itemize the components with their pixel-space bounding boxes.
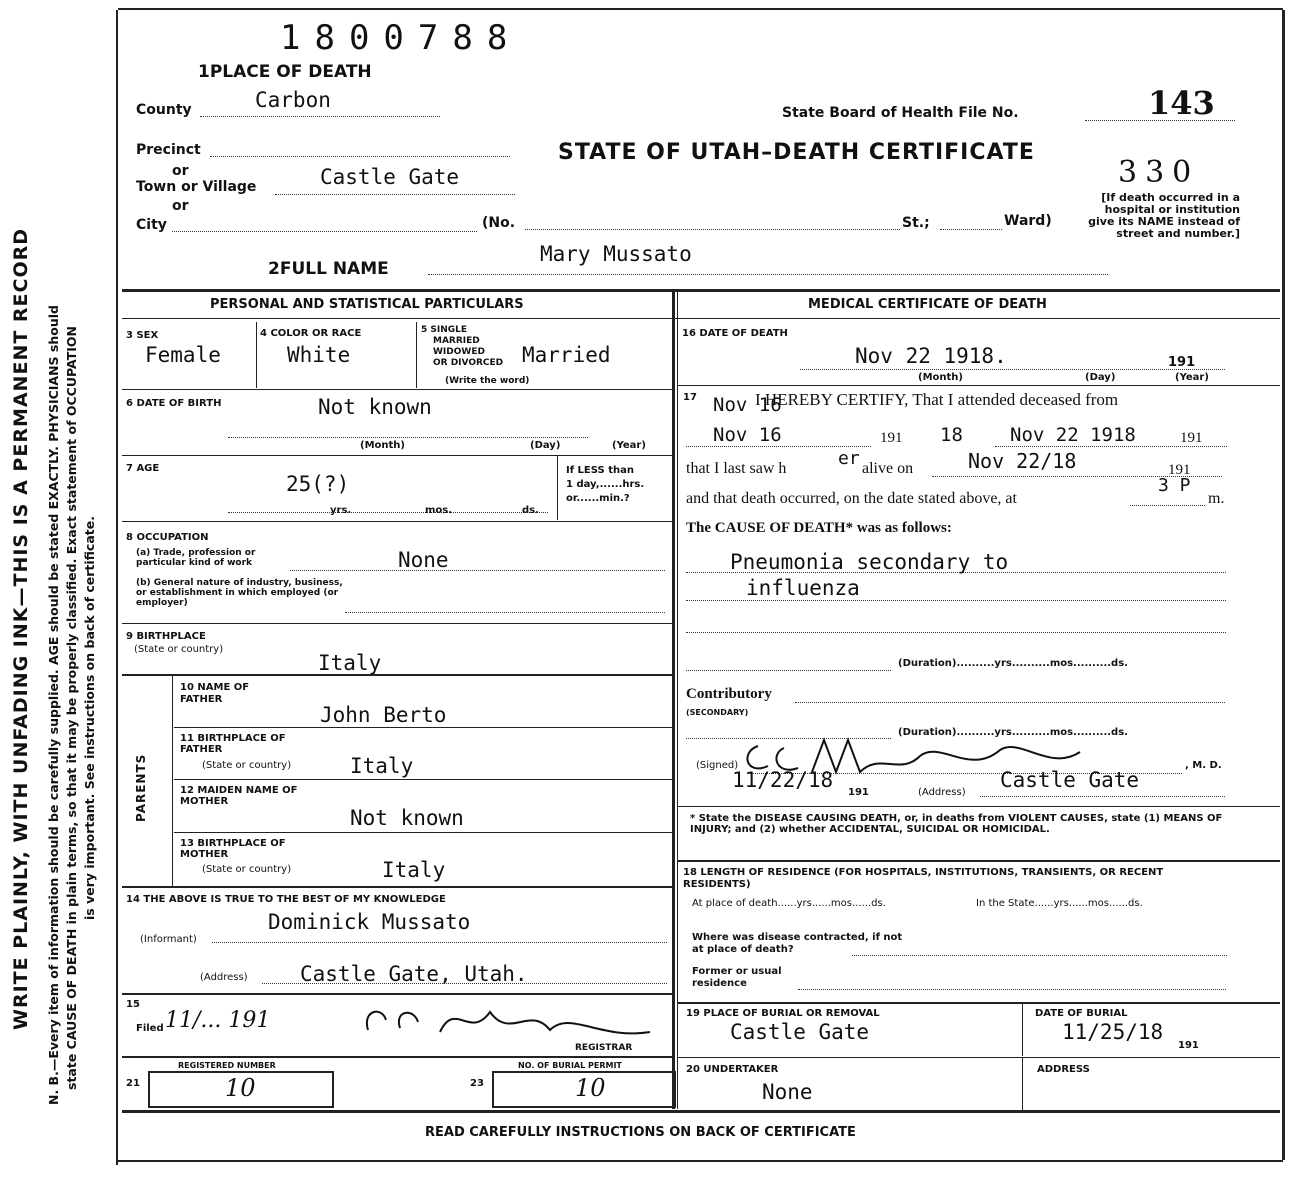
town-value: Castle Gate [320,165,460,189]
last-saw-her: er [838,448,860,469]
local-number: 330 [1118,155,1200,190]
informant-label: (Informant) [140,934,197,945]
dob-day-label: (Day) [530,440,561,451]
registered-number-value: 10 [225,1074,256,1102]
town-label: Town or Village [136,179,257,195]
burial-year: 191 [1178,1040,1199,1051]
informant-address-value: Castle Gate, Utah. [300,962,528,986]
registered-number-label: REGISTERED NUMBER [178,1061,276,1070]
dod-month-label: (Month) [918,372,963,383]
occupation-label: 8 OCCUPATION [126,532,209,543]
mother-birthplace-label: 13 BIRTHPLACE OF MOTHER [180,838,286,860]
dod-year-prefix: 191 [1168,355,1196,370]
ward-label: Ward) [1004,213,1052,229]
place-of-death-heading: 1PLACE OF DEATH [198,62,372,82]
signed-address-label: (Address) [918,787,966,798]
father-birthplace-label: 11 BIRTHPLACE OF FATHER [180,733,286,755]
certificate-number: 1800788 [280,18,522,58]
birthplace-label: 9 BIRTHPLACE [126,631,206,642]
dob-value: Not known [318,395,432,419]
file-number-value: 143 [1148,84,1215,122]
sex-value: Female [145,343,221,367]
filed-date: 11/... 191 [165,1008,271,1033]
last-saw-label: that I last saw h [686,460,787,477]
personal-heading: PERSONAL AND STATISTICAL PARTICULARS [210,297,524,312]
dod-label: 16 DATE OF DEATH [682,328,788,339]
filed-label: Filed [136,1023,164,1034]
mother-birthplace-value: Italy [382,858,446,882]
informant-address-label: (Address) [200,972,248,983]
last-saw-date: Nov 22/18 [968,449,1077,473]
death-occurred-label: and that death occurred, on the date stated above, at [686,490,1017,507]
marital-value: Married [522,343,611,367]
footer-instructions: READ CAREFULLY INSTRUCTIONS ON BACK OF CERTIFICATE [425,1125,856,1140]
registrar-signature [360,1000,660,1045]
filed-number: 15 [126,999,140,1010]
registrar-label: REGISTRAR [575,1043,633,1053]
death-time-m: m. [1208,490,1225,507]
age-label: 7 AGE [126,463,160,474]
side-note-line3: is very important. See instructions on back of certificate. [82,516,97,920]
birthplace-sub-label: (State or country) [134,644,224,655]
burial-place-label: 19 PLACE OF BURIAL OR REMOVAL [686,1008,880,1019]
signed-label: (Signed) [696,760,739,771]
hospital-note: [If death occurred in a hospital or institution give its NAME instead of street and number.] [1088,191,1240,240]
dod-year-label: (Year) [1175,372,1209,383]
sex-label: 3 SEX [126,330,159,341]
marital-options: 5 SINGLE MARRIED WIDOWED OR DIVORCED [421,325,504,368]
parents-label: PARENTS [134,753,148,822]
side-note-line1: N. B.—Every item of information should be carefully supplied. AGE should be stated EXACTLY. PHYSICIANS should [46,305,61,1105]
true-statement-label: 14 THE ABOVE IS TRUE TO THE BEST OF MY KNOWLEDGE [126,894,446,905]
certificate-title: STATE OF UTAH–DEATH CERTIFICATE [558,140,1035,165]
or-label-1: or [172,163,189,179]
county-label: County [136,102,192,118]
md-label: , M. D. [1185,760,1222,771]
side-note-line2: state CAUSE OF DEATH in plain terms, so that it may be properly classified. Exact statement of OCCUPATION [64,326,79,1090]
death-time: 3 P [1158,475,1191,496]
city-label: City [136,217,167,233]
age-mos-label: mos. [425,505,453,516]
certify-text: I HEREBY CERTIFY, That I attended deceased from [755,390,1119,409]
occupation-value: None [398,548,449,572]
residence-at-place: At place of death......yrs......mos......ds. [692,898,886,909]
father-birthplace-value: Italy [350,754,414,778]
age-value: 25(?) [286,472,350,496]
medical-heading: MEDICAL CERTIFICATE OF DEATH [808,297,1047,312]
attended-from-year-prefix: 191 [880,430,903,446]
contributory-label: Contributory [686,686,772,702]
father-name-value: John Berto [320,703,447,727]
reg-21: 21 [126,1078,140,1089]
signed-year: 191 [848,787,869,798]
burial-permit-label: NO. OF BURIAL PERMIT [518,1061,622,1070]
precinct-label: Precinct [136,142,201,158]
secondary-label: (SECONDARY) [686,708,749,717]
occupation-a-label: (a) Trade, profession or particular kind of work [136,548,256,568]
age-ds-label: ds. [522,505,539,516]
age-yrs-label: yrs. [330,505,352,516]
contracted-label: Where was disease contracted, if not at place of death? [692,932,903,955]
permanent-record-note: WRITE PLAINLY, WITH UNFADING INK—THIS IS A PERMANENT RECORD [10,227,32,1030]
burial-date-label: DATE OF BURIAL [1035,1008,1128,1019]
cause-label: The CAUSE OF DEATH* was as follows: [686,520,952,536]
contributory-duration: (Duration)..........yrs..........mos..........ds. [898,727,1128,738]
occupation-b-label: (b) General nature of industry, business, or establishment in which employed (or employer) [136,578,343,608]
dod-value: Nov 22 1918. [855,344,1007,368]
attended-to-date: Nov 22 1918 [1010,424,1136,446]
less-than-day: If LESS than 1 day,......hrs. or......min.? [566,465,645,504]
attended-from-date: Nov 16 [713,424,782,446]
burial-permit-value: 10 [575,1074,606,1102]
undertaker-address-label: ADDRESS [1037,1064,1090,1075]
file-number-label: State Board of Health File No. [782,105,1019,121]
attended-to-suffix: 191 [1180,430,1203,446]
cause-footnote: * State the DISEASE CAUSING DEATH, or, in deaths from VIOLENT CAUSES, state (1) MEANS OF INJURY; and (2) whether ACCIDENTAL, SUICIDAL OR HOMICIDAL. [690,813,1223,835]
mother-birthplace-sub: (State or country) [202,864,292,875]
full-name-label: 2FULL NAME [268,259,389,279]
undertaker-label: 20 UNDERTAKER [686,1064,779,1075]
dob-month-label: (Month) [360,440,405,451]
county-value: Carbon [255,88,331,112]
cause-line-2: influenza [746,576,860,600]
undertaker-value: None [762,1080,813,1104]
reg-23: 23 [470,1078,484,1089]
marital-write-word: (Write the word) [445,376,530,386]
father-birthplace-sub: (State or country) [202,760,292,771]
signed-date: 11/22/18 [732,768,834,792]
dod-day-label: (Day) [1085,372,1116,383]
former-residence-label: Former or usual residence [692,966,782,989]
full-name-value: Mary Mussato [540,242,692,266]
or-label-2: or [172,198,189,214]
father-name-label: 10 NAME OF FATHER [180,682,250,705]
race-value: White [287,343,351,367]
residence-in-state: In the State......yrs......mos......ds. [976,898,1143,909]
attended-from-year: 18 [940,424,963,446]
street-label: St.; [902,215,930,231]
no-label: (No. [482,215,516,231]
cause-line-1: Pneumonia secondary to [730,550,1009,574]
informant-value: Dominick Mussato [268,910,471,934]
residence-label: 18 LENGTH OF RESIDENCE (FOR HOSPITALS, INSTITUTIONS, TRANSIENTS, OR RECENT RESIDENTS) [683,867,1164,890]
cause-duration: (Duration)..........yrs..........mos..........ds. [898,658,1128,669]
alive-on-label: alive on [862,460,914,477]
dob-label: 6 DATE OF BIRTH [126,398,222,409]
burial-place-value: Castle Gate [730,1020,870,1044]
burial-date-value: 11/25/18 [1062,1020,1164,1044]
certify-number: 17 [683,392,697,403]
dob-year-label: (Year) [612,440,646,451]
certify-from-overwrite: Nov 16 [713,394,782,416]
mother-name-label: 12 MAIDEN NAME OF MOTHER [180,785,298,807]
last-saw-year: 191 [1168,462,1191,478]
mother-name-value: Not known [350,806,464,830]
race-label: 4 COLOR OR RACE [260,328,362,339]
birthplace-value: Italy [318,651,382,675]
signed-address: Castle Gate [1000,768,1140,792]
